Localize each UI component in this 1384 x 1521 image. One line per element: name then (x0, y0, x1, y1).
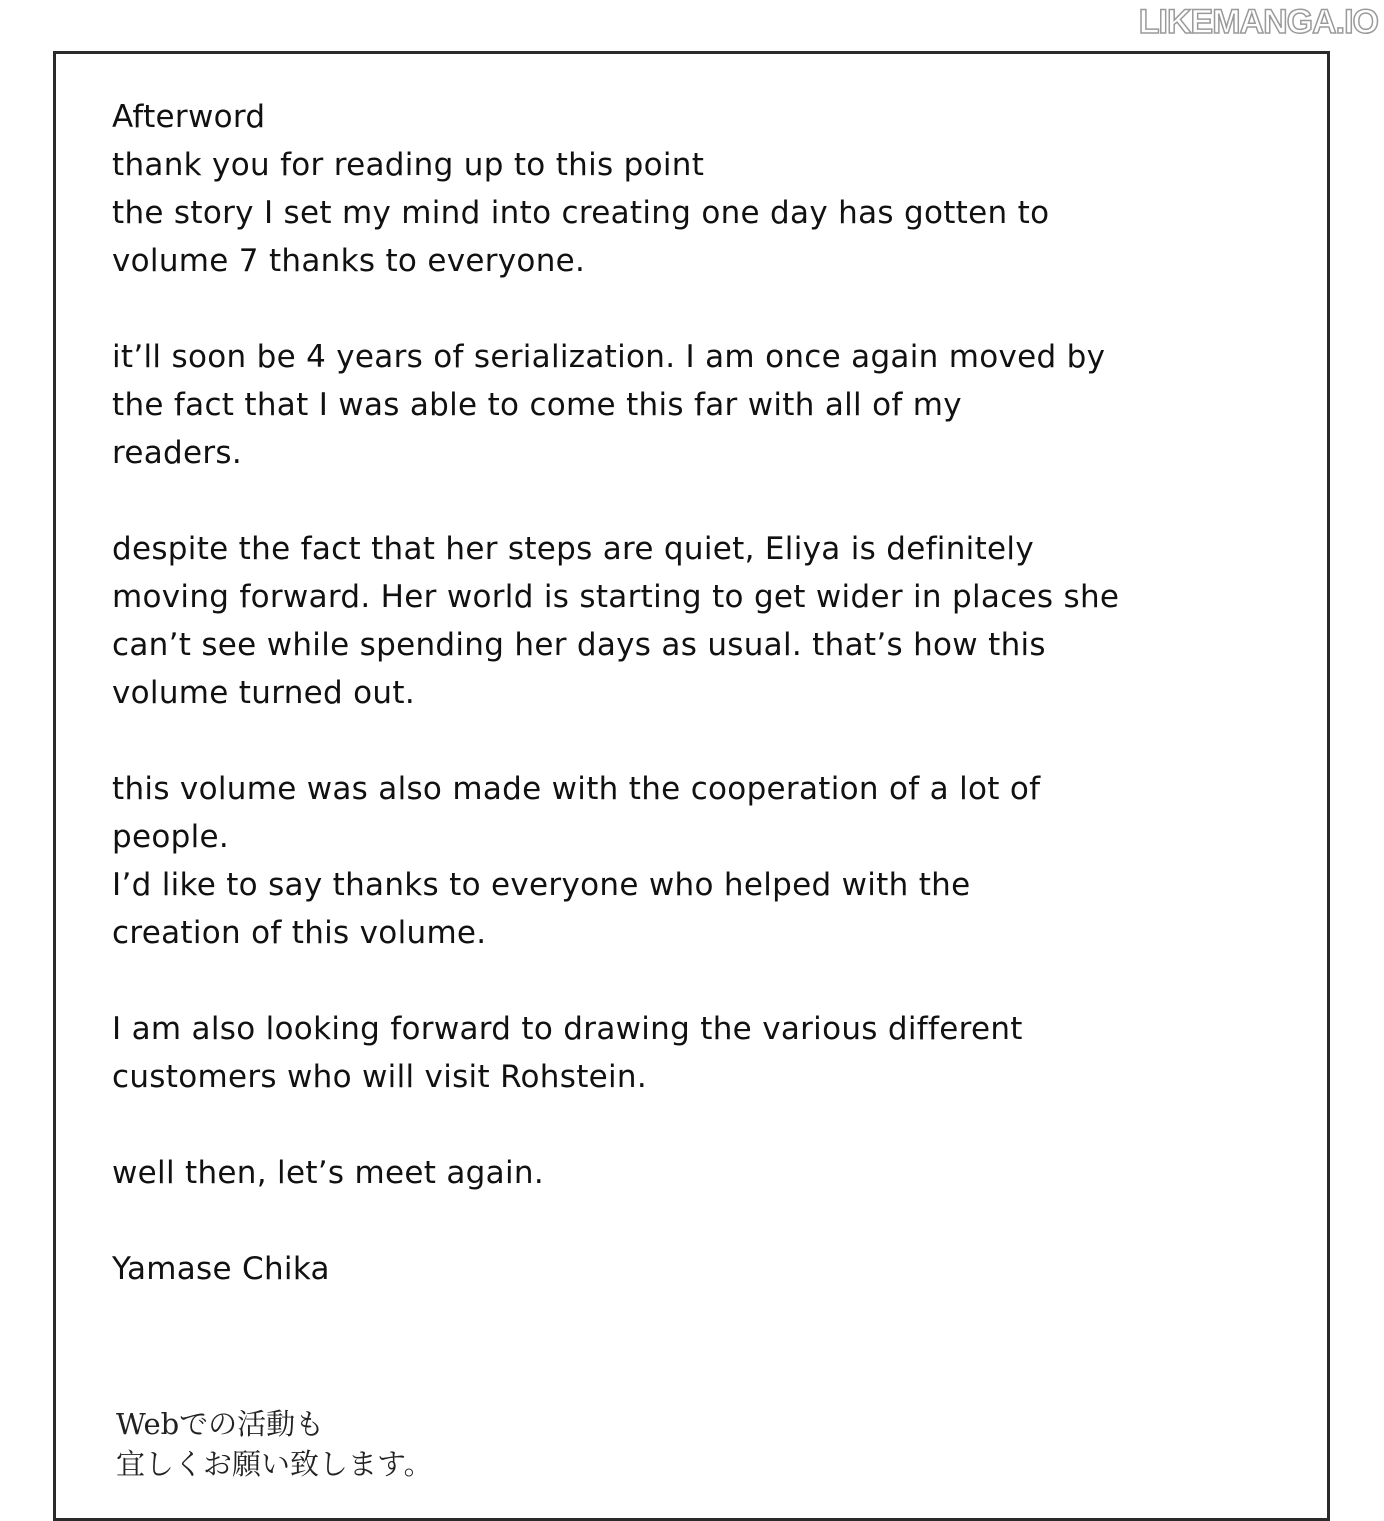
paragraph-6-line-1: well then, let’s meet again. (112, 1155, 544, 1191)
japanese-note-line-1: Webでの活動も (116, 1407, 325, 1441)
paragraph-1-line-1: thank you for reading up to this point (112, 147, 705, 183)
japanese-note-line-2: 宜しくお願い致します。 (116, 1447, 433, 1481)
paragraph-4-line-3: I’d like to say thanks to everyone who helped with the (112, 867, 971, 903)
paragraph-2-line-3: readers. (112, 435, 243, 471)
paragraph-3-line-3: can’t see while spending her days as usual. that’s how this (112, 627, 1046, 663)
paragraph-spacer (112, 1101, 1132, 1149)
paragraph-5-line-2: customers who will visit Rohstein. (112, 1059, 648, 1095)
paragraph-1-line-3: volume 7 thanks to everyone. (112, 243, 586, 279)
japanese-note (116, 1404, 433, 1484)
paragraph-4-line-1: this volume was also made with the cooperation of a lot of (112, 771, 1041, 807)
paragraph-4-line-4: creation of this volume. (112, 915, 487, 951)
paragraph-2-line-2: the fact that I was able to come this far with all of my (112, 387, 962, 423)
paragraph-2-line-1: it’ll soon be 4 years of serialization. I am once again moved by (112, 339, 1106, 375)
paragraph-4-line-2: people. (112, 819, 230, 855)
author-signature: Yamase Chika (112, 1251, 330, 1287)
paragraph-3-line-2: moving forward. Her world is starting to get wider in places she (112, 579, 1120, 615)
paragraph-spacer (112, 717, 1132, 765)
paragraph-spacer (112, 957, 1132, 1005)
paragraph-5-line-1: I am also looking forward to drawing the various different (112, 1011, 1023, 1047)
site-watermark: LIKEMANGA.IO (1138, 3, 1378, 41)
paragraph-spacer (112, 285, 1132, 333)
paragraph-spacer (112, 477, 1132, 525)
paragraph-3-line-4: volume turned out. (112, 675, 415, 711)
paragraph-1-line-2: the story I set my mind into creating one day has gotten to (112, 195, 1050, 231)
afterword-text (112, 93, 1132, 1293)
paragraph-spacer (112, 1197, 1132, 1245)
paragraph-3-line-1: despite the fact that her steps are quiet, Eliya is definitely (112, 531, 1034, 567)
afterword-title: Afterword (112, 99, 266, 135)
